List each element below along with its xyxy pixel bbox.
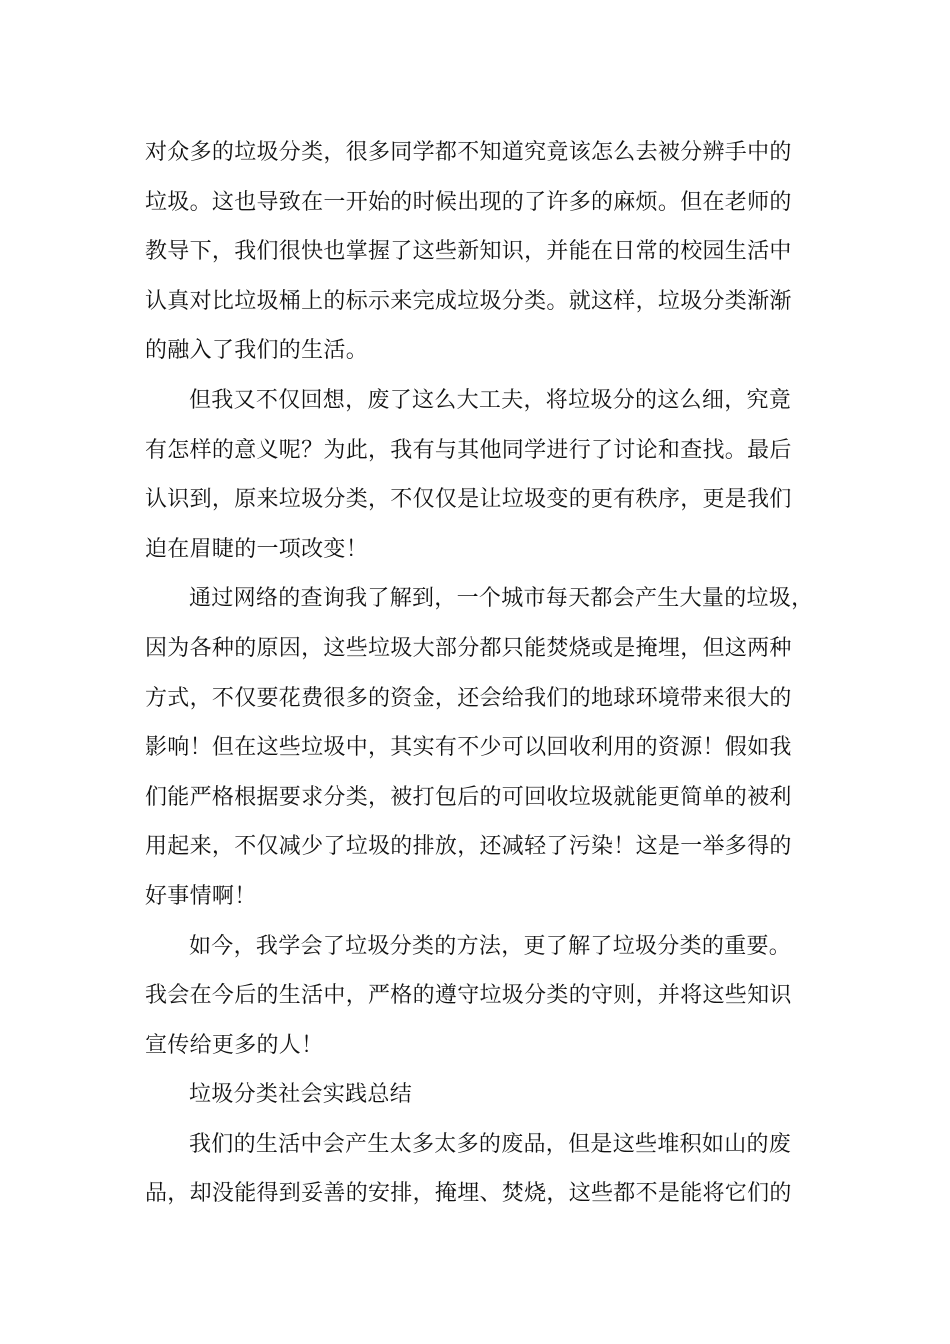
- text-line: 的融入了我们的生活。: [145, 338, 369, 364]
- text-line: 因为各种的原因，这些垃圾大部分都只能焚烧或是掩埋，但这两种: [145, 635, 792, 661]
- paragraph-first-line: 我们的生活中会产生太多太多的废品，但是这些堆积如山的废: [189, 1131, 792, 1157]
- text-line: 用起来，不仅减少了垃圾的排放，还减轻了污染！这是一举多得的: [145, 834, 792, 860]
- text-line: 迫在眉睫的一项改变！: [145, 536, 369, 562]
- text-line: 对众多的垃圾分类，很多同学都不知道究竟该怎么去被分辨手中的: [145, 140, 792, 165]
- text-line: 品，却没能得到妥善的安排，掩埋、焚烧，这些都不是能将它们的: [145, 1181, 792, 1207]
- text-line: 垃圾。这也导致在一开始的时候出现的了许多的麻烦。但在老师的: [145, 189, 792, 215]
- section-heading: 垃圾分类社会实践总结: [189, 1082, 413, 1108]
- text-line: 认真对比垃圾桶上的标示来完成垃圾分类。就这样，垃圾分类渐渐: [145, 288, 792, 314]
- text-line: 教导下，我们很快也掌握了这些新知识，并能在日常的校园生活中: [145, 239, 792, 265]
- text-line: 们能严格根据要求分类，被打包后的可回收垃圾就能更简单的被利: [145, 784, 792, 810]
- paragraph-first-line: 但我又不仅回想，废了这么大工夫，将垃圾分的这么细，究竟: [189, 387, 792, 413]
- text-line: 方式，不仅要花费很多的资金，还会给我们的地球环境带来很大的: [145, 685, 792, 711]
- document-body: [145, 128, 814, 1219]
- paragraph-first-line: 通过网络的查询我了解到，一个城市每天都会产生大量的垃圾，: [189, 586, 814, 612]
- text-line: 有怎样的意义呢？为此，我有与其他同学进行了讨论和查找。最后: [145, 437, 792, 463]
- text-line: 我会在今后的生活中，严格的遵守垃圾分类的守则，并将这些知识: [145, 983, 792, 1009]
- text-line: 好事情啊！: [145, 883, 257, 909]
- paragraph-first-line: 如今，我学会了垃圾分类的方法，更了解了垃圾分类的重要。: [189, 933, 792, 959]
- text-line: 认识到，原来垃圾分类，不仅仅是让垃圾变的更有秩序，更是我们: [145, 487, 792, 513]
- text-line: 影响！但在这些垃圾中，其实有不少可以回收利用的资源！假如我: [145, 735, 792, 761]
- text-line: 宣传给更多的人！: [145, 1032, 324, 1058]
